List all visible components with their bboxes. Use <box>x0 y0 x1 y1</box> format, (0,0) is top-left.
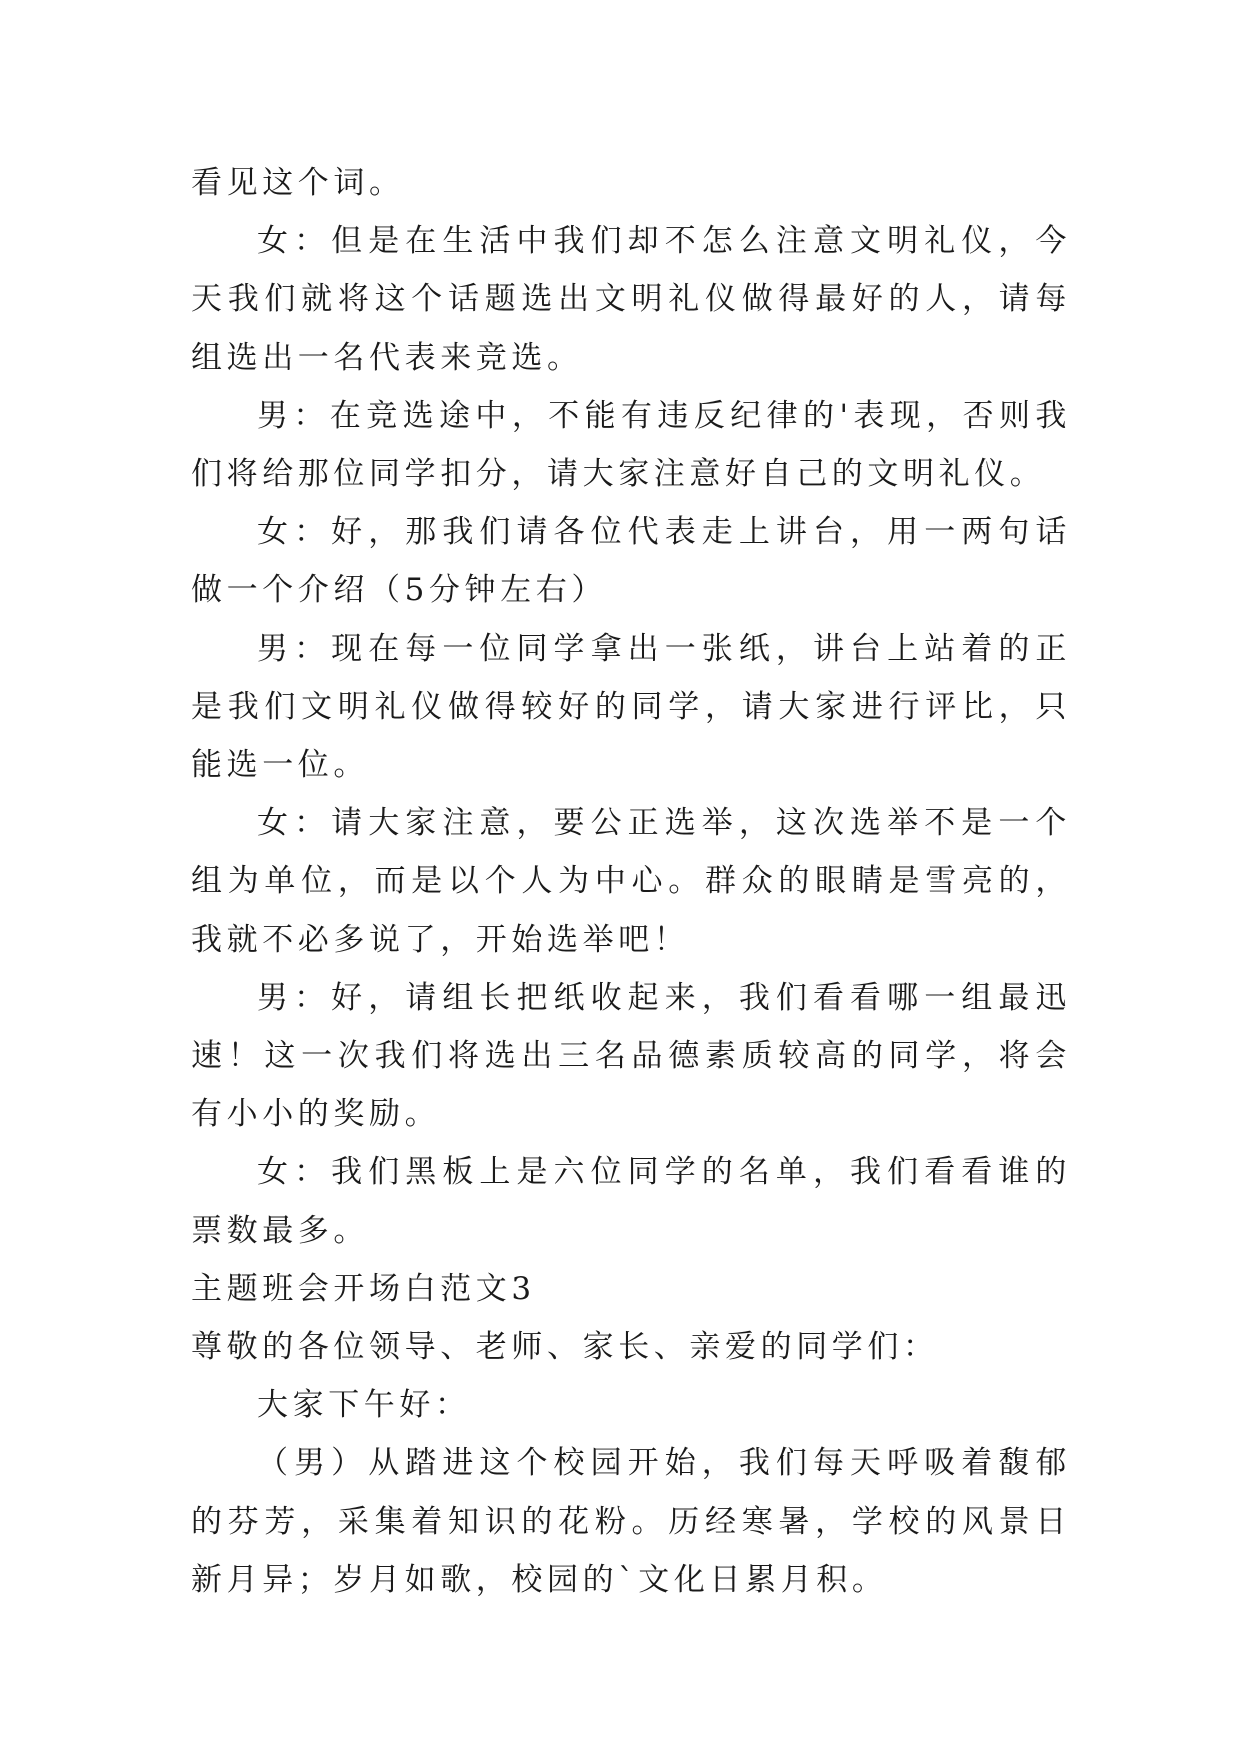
paragraph: 女：但是在生活中我们却不怎么注意文明礼仪，今天我们就将这个话题选出文明礼仪做得最好的人，请每组选出一名代表来竞选。 <box>191 223 1071 376</box>
paragraph: （男）从踏进这个校园开始，我们每天呼吸着馥郁的芬芳，采集着知识的花粉。历经寒暑，学校的风景日新月异；岁月如歌，校园的`文化日累月积。 <box>191 1445 1071 1598</box>
paragraph: 男：现在每一位同学拿出一张纸，讲台上站着的正是我们文明礼仪做得较好的同学，请大家进行评比，只能选一位。 <box>191 630 1071 784</box>
section-heading: 主题班会开场白范文3 <box>191 1270 536 1307</box>
paragraph: 女：请大家注意，要公正选举，这次选举不是一个组为单位，而是以个人为中心。群众的眼睛是雪亮的，我就不必多说了，开始选举吧！ <box>191 805 1071 958</box>
paragraph: 看见这个词。 <box>191 165 405 201</box>
paragraph: 男：好，请组长把纸收起来，我们看看哪一组最迅速！这一次我们将选出三名品德素质较高的同学，将会有小小的奖励。 <box>191 979 1071 1133</box>
salutation: 尊敬的各位领导、老师、家长、亲爱的同学们： <box>191 1329 939 1366</box>
paragraph: 女：好，那我们请各位代表走上讲台，用一两句话做一个介绍（5分钟左右） <box>191 514 1071 609</box>
greeting: 大家下午好： <box>257 1387 471 1424</box>
paragraph: 女：我们黑板上是六位同学的名单，我们看看谁的票数最多。 <box>191 1154 1071 1249</box>
paragraph: 男：在竞选途中，不能有违反纪律的'表现，否则我们将给那位同学扣分，请大家注意好自己的文明礼仪。 <box>191 397 1071 493</box>
document-body <box>191 154 1071 1609</box>
